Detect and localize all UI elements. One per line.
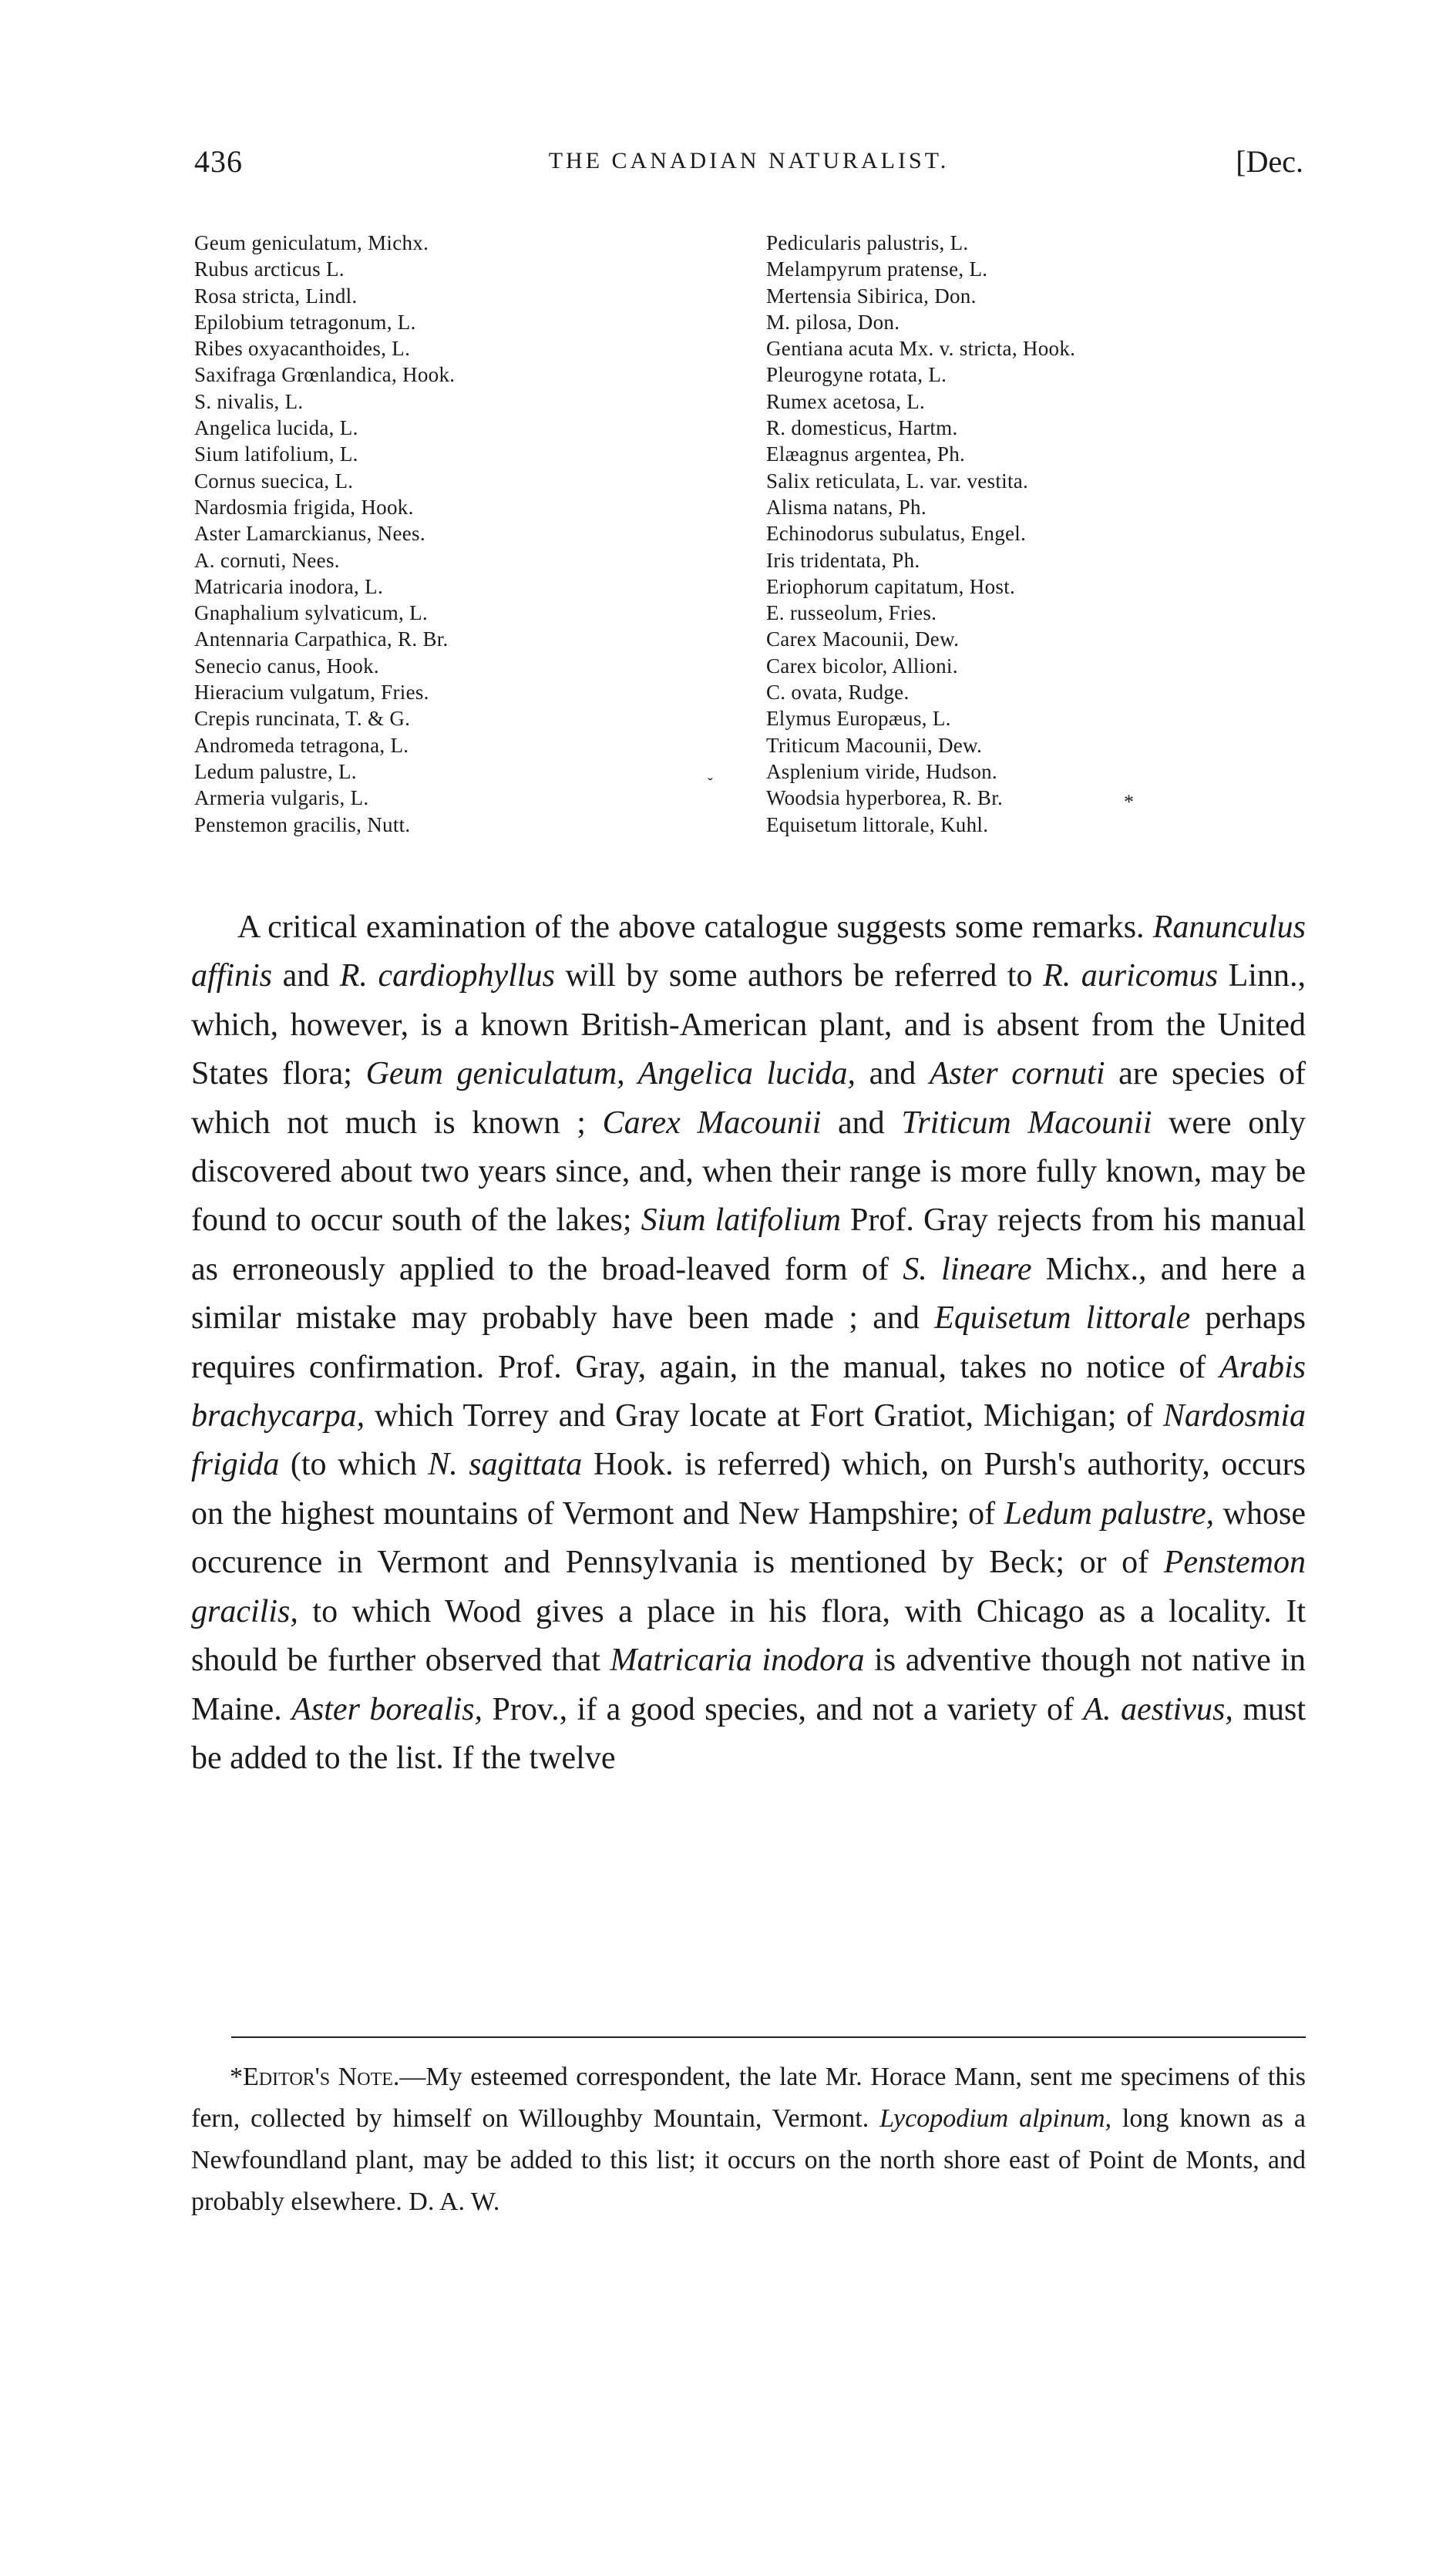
text-run: A critical examination of the above catalogue suggests some remarks.: [237, 910, 1153, 945]
catalogue-entry: Geum geniculatum, Michx.: [194, 231, 429, 254]
catalogue-entry: Alisma natans, Ph.: [766, 495, 927, 519]
text-run: must be added to the list. If the twelve: [191, 1691, 1306, 1776]
catalogue-entry: Andromeda tetragona, L.: [194, 733, 409, 757]
text-run: were only discovered about two years since, and, when their range is more fully known, may be found to occur south of the lakes;: [191, 1105, 1306, 1239]
italic-species-name: Triticum Macounii: [901, 1105, 1152, 1141]
italic-species-name: S. lineare: [903, 1251, 1032, 1287]
catalogue-entry: Penstemon gracilis, Nutt.: [194, 812, 411, 836]
catalogue-entry: Echinodorus subulatus, Engel.: [766, 522, 1027, 546]
body-text: [191, 903, 1306, 1783]
catalogue-entry: Crepis runcinata, T. & G.: [194, 707, 411, 731]
catalogue-entry: A. cornuti, Nees.: [194, 548, 340, 572]
catalogue-entry: Iris tridentata, Ph.: [766, 548, 920, 572]
text-run: Prof. Gray rejects from his manual as erroneously applied to the broad-leaved form of: [191, 1202, 1306, 1287]
catalogue-entry: Rubus arcticus L.: [194, 257, 345, 281]
catalogue-entry: Pleurogyne rotata, L.: [766, 363, 947, 387]
catalogue-entry: Ledum palustre, L.: [194, 759, 357, 783]
italic-species-name: Nardosmia frigida: [191, 1398, 1306, 1483]
italic-species-name: Ledum palustre,: [1004, 1495, 1215, 1532]
text-run: and: [272, 958, 340, 994]
italic-species-name: R. cardiophyllus: [339, 958, 555, 994]
catalogue-entry: Sium latifolium, L.: [194, 442, 358, 466]
footnote: [191, 2056, 1306, 2223]
text-run: long known as a Newfoundland plant, may be added to this list; it occurs on the north shore east of Point de Monts, and probably elsewhere. D. A. W.: [191, 2104, 1306, 2216]
italic-species-name: Lycopodium alpinum,: [879, 2104, 1112, 2133]
text-run: Linn., which, however, is a known British-American plant, and is absent from the United States flora;: [191, 958, 1306, 1092]
catalogue-entry: Pedicularis palustris, L.: [766, 231, 969, 254]
catalogue-entry: Rumex acetosa, L.: [766, 389, 926, 413]
catalogue-entry: Melampyrum pratense, L.: [766, 257, 988, 281]
footnote-rule: [231, 2036, 1306, 2038]
italic-species-name: Sium latifolium: [641, 1202, 841, 1239]
catalogue-entry: Saxifraga Grœnlandica, Hook.: [194, 363, 456, 387]
catalogue-entry: Gnaphalium sylvaticum, L.: [194, 601, 428, 625]
text-run: —My esteemed correspondent, the late Mr. Horace Mann, sent me specimens of this fern, collected by himself on Willoughby Mountain, Vermont.: [191, 2063, 1307, 2133]
catalogue-left-column: [194, 230, 749, 838]
page-header: [194, 143, 1303, 190]
catalogue-entry: Aster Lamarckianus, Nees.: [194, 522, 425, 546]
text-run: and: [821, 1105, 902, 1141]
catalogue-entry: M. pilosa, Don.: [766, 310, 900, 334]
catalogue-entry: Cornus suecica, L.: [194, 469, 354, 493]
text-run: perhaps requires confirmation. Prof. Gray, again, in the manual, takes no notice of: [191, 1300, 1306, 1385]
catalogue-entry: Antennaria Carpathica, R. Br.: [194, 627, 449, 651]
italic-species-name: Aster borealis,: [291, 1691, 483, 1727]
text-run: Hook. is referred) which, on Pursh's authority, occurs on the highest mountains of Vermont and New Hampshire; of: [191, 1447, 1306, 1532]
catalogue-entry: C. ovata, Rudge.: [766, 681, 910, 705]
catalogue-entry: Hieracium vulgatum, Fries.: [194, 681, 429, 705]
text-run: *: [230, 2063, 243, 2091]
italic-species-name: Aster cornuti: [929, 1056, 1105, 1092]
catalogue-entry: Matricaria inodora, L.: [194, 574, 383, 598]
italic-species-name: Equisetum littorale: [934, 1300, 1191, 1337]
catalogue-entry: Equisetum littorale, Kuhl.: [766, 812, 989, 836]
catalogue-entry: Angelica lucida, L.: [194, 416, 358, 440]
catalogue-entry: Mertensia Sibirica, Don.: [766, 284, 977, 308]
italic-species-name: Geum geniculatum, Angelica lucida,: [365, 1056, 856, 1092]
running-title: THE CANADIAN NATURALIST.: [548, 148, 950, 173]
italic-species-name: Matricaria inodora: [610, 1643, 865, 1679]
text-run: and: [855, 1056, 930, 1092]
catalogue-entry: Nardosmia frigida, Hook.: [194, 495, 414, 519]
text-run: which Torrey and Gray locate at Fort Gratiot, Michigan; of: [365, 1398, 1163, 1434]
italic-species-name: A. aestivus,: [1083, 1691, 1233, 1727]
catalogue-entry: Woodsia hyperborea, R. Br.: [766, 786, 1004, 810]
italic-species-name: R. auricomus: [1043, 958, 1219, 994]
catalogue-entry: Carex bicolor, Allioni.: [766, 654, 958, 678]
catalogue-entry: Eriophorum capitatum, Host.: [766, 574, 1016, 598]
italic-species-name: Arabis brachycarpa,: [191, 1349, 1306, 1434]
catalogue-entry: Elæagnus argentea, Ph.: [766, 442, 966, 466]
note-heading: Editor's Note.: [243, 2063, 400, 2091]
text-run: are species of which not much is known ;: [191, 1056, 1307, 1141]
catalogue-entry: Rosa stricta, Lindl.: [194, 284, 358, 308]
italic-species-name: Ranunculus affinis: [191, 910, 1306, 994]
catalogue-entry: Senecio canus, Hook.: [194, 654, 379, 678]
footnote-paragraph: [191, 2056, 1306, 2223]
catalogue-entry: Armeria vulgaris, L.: [194, 786, 369, 810]
species-catalogue: [194, 230, 1304, 846]
text-run: Michx., and here a similar mistake may probably have been made ; and: [191, 1251, 1306, 1337]
catalogue-entry: R. domesticus, Hartm.: [766, 416, 958, 440]
catalogue-entry: E. russeolum, Fries.: [766, 601, 937, 625]
catalogue-entry: S. nivalis, L.: [194, 389, 304, 413]
italic-species-name: N. sagittata: [428, 1447, 583, 1483]
catalogue-entry: Ribes oxyacanthoides, L.: [194, 337, 411, 361]
text-run: will by some authors be referred to: [554, 958, 1044, 994]
catalogue-entry: Salix reticulata, L. var. vestita.: [766, 469, 1029, 493]
catalogue-entry: Asplenium viride, Hudson.: [766, 759, 997, 783]
text-run: (to which: [279, 1447, 429, 1483]
italic-species-name: Carex Macounii: [602, 1105, 822, 1141]
catalogue-right-column: [766, 230, 1306, 838]
margin-tick-mark: ˇ: [708, 775, 713, 792]
text-run: Prov., if a good species, and not a variety of: [483, 1691, 1084, 1727]
footnote-star-mark: *: [1124, 791, 1134, 813]
page-number: 436: [194, 144, 243, 179]
italic-species-name: Penstemon gracilis,: [191, 1545, 1306, 1629]
body-paragraph: [191, 903, 1306, 1783]
text-run: is adventive though not native in Maine.: [191, 1643, 1306, 1727]
catalogue-entry: Triticum Macounii, Dew.: [766, 733, 983, 757]
section-mark: [Dec.: [1236, 144, 1303, 179]
text-run: to which Wood gives a place in his flora, with Chicago as a locality. It should be further observed that: [191, 1593, 1306, 1679]
text-run: whose occurence in Vermont and Pennsylvania is mentioned by Beck; or of: [191, 1495, 1306, 1581]
catalogue-entry: Elymus Europæus, L.: [766, 707, 951, 731]
catalogue-entry: Gentiana acuta Mx. v. stricta, Hook.: [766, 337, 1076, 361]
catalogue-entry: Epilobium tetragonum, L.: [194, 310, 416, 334]
catalogue-entry: Carex Macounii, Dew.: [766, 627, 960, 651]
